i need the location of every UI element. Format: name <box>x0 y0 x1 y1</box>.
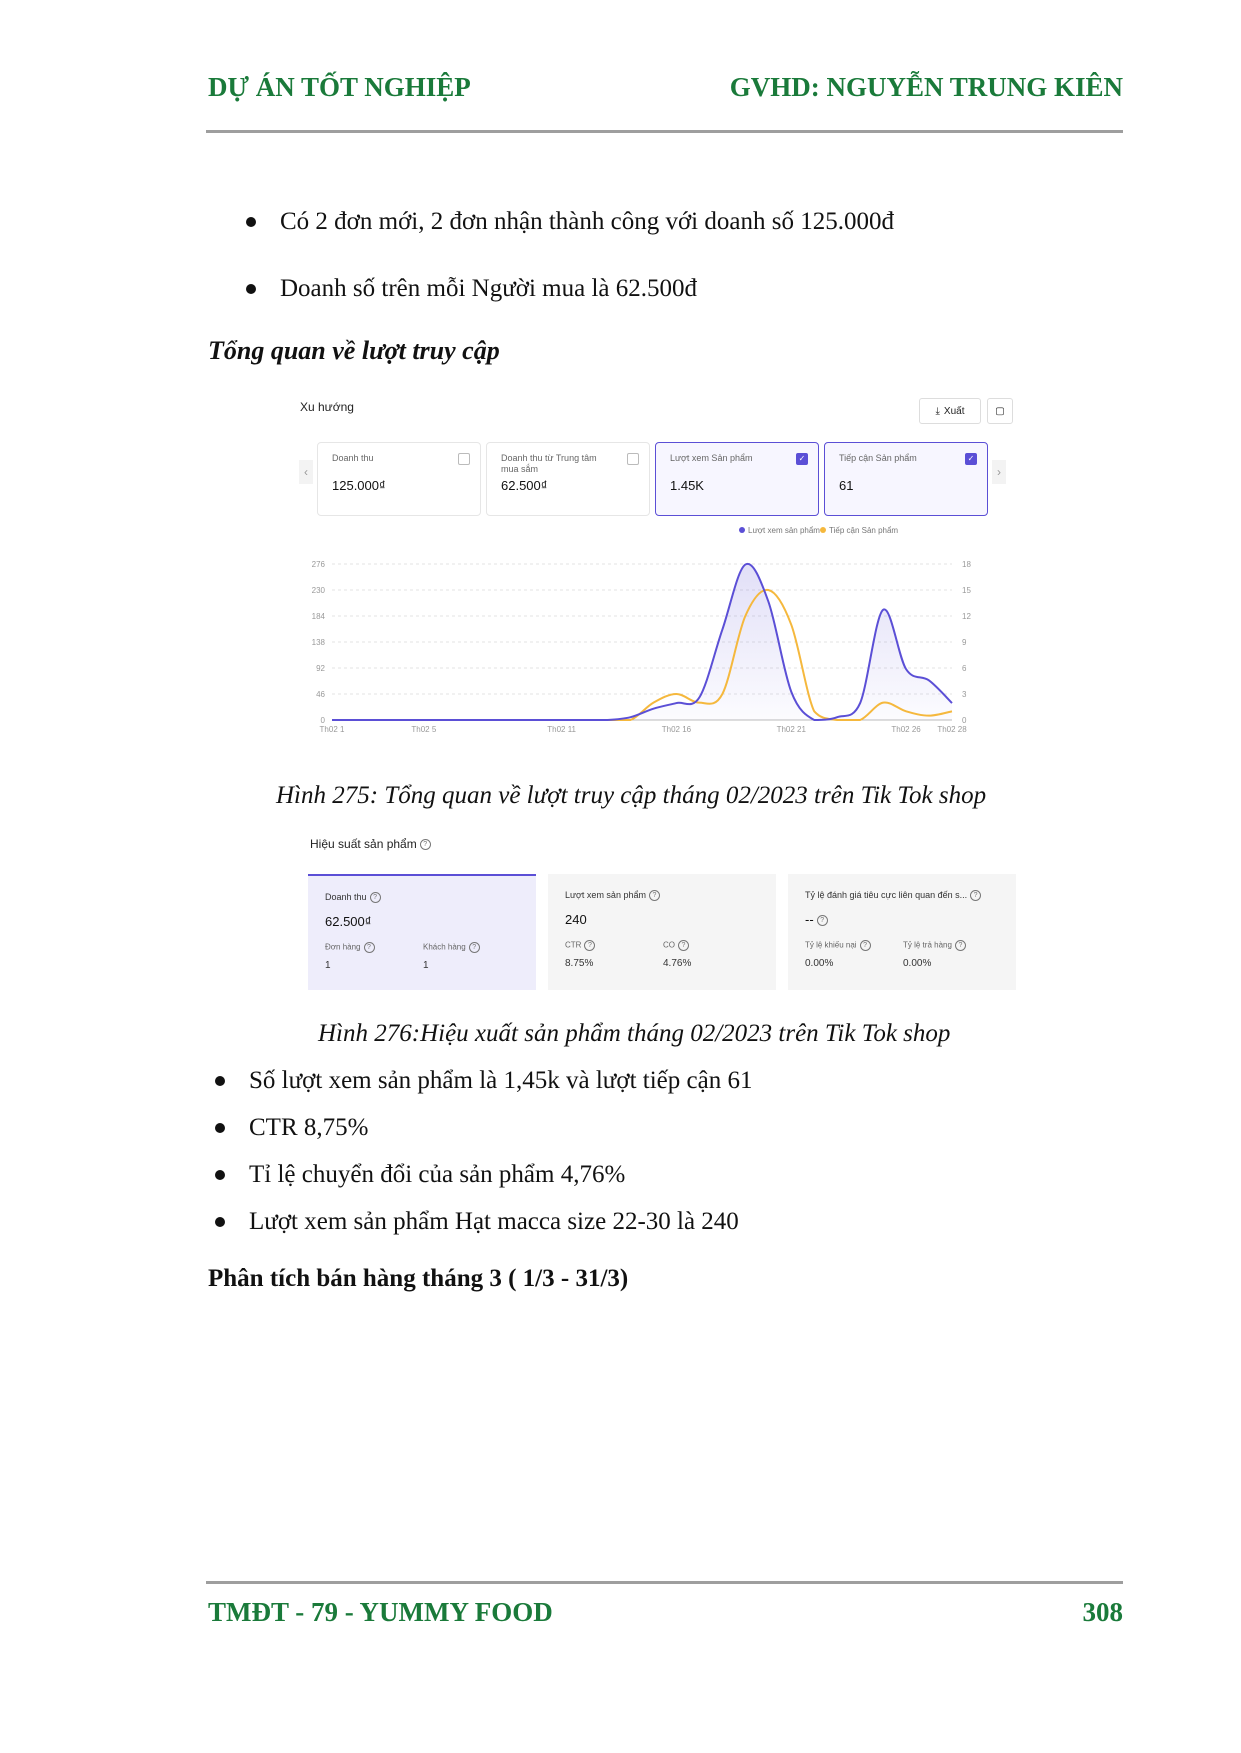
x-tick-label: Th02 1 <box>319 725 345 734</box>
sub-label <box>325 942 375 953</box>
sub-value: 1 <box>325 960 331 971</box>
bullet-dot <box>215 1076 225 1086</box>
metric-label: Tiếp cận Sản phẩm <box>839 453 917 463</box>
sub-label <box>423 942 480 953</box>
figure-caption: Hình 275: Tổng quan về lượt truy cập tháng 02/2023 trên Tik Tok shop <box>276 782 987 809</box>
bullet-text: Doanh số trên mỗi Người mua là 62.500đ <box>280 275 697 302</box>
y-tick-right: 12 <box>962 612 971 621</box>
help-icon: ? <box>955 940 966 951</box>
metric-card[interactable] <box>824 442 988 516</box>
y-tick-left: 138 <box>311 638 325 647</box>
help-icon: ? <box>678 940 689 951</box>
sub-value: 1 <box>423 960 429 971</box>
bullet-dot <box>215 1170 225 1180</box>
footer-left: TMĐT - 79 - YUMMY FOOD <box>208 1597 553 1627</box>
x-tick-label: Th02 5 <box>411 725 437 734</box>
metric-card[interactable] <box>655 442 819 516</box>
metric-value: 62.500₫ <box>501 478 548 493</box>
help-icon: ? <box>584 940 595 951</box>
checkbox[interactable] <box>458 453 470 465</box>
sub-label-text: CO <box>663 940 675 950</box>
help-icon: ? <box>970 890 981 901</box>
x-tick-label: Th02 11 <box>547 725 577 734</box>
sub-label-text: CTR <box>565 940 582 950</box>
download-icon: ⤓ <box>935 405 940 417</box>
y-tick-left: 92 <box>316 664 325 673</box>
card-value: 62.500₫ <box>325 914 372 929</box>
metric-value: 125.000₫ <box>332 478 386 493</box>
bullet-item <box>246 275 697 303</box>
section-heading: Tổng quan về lượt truy cập <box>208 336 500 365</box>
footer-rule <box>206 1581 1123 1584</box>
sub-label <box>565 940 595 951</box>
y-tick-right: 3 <box>962 690 967 699</box>
next-section-heading: Phân tích bán hàng tháng 3 ( 1/3 - 31/3) <box>208 1265 629 1292</box>
metric-value: 1.45K <box>670 478 704 493</box>
bullet-text: CTR 8,75% <box>249 1114 369 1141</box>
sub-label <box>903 940 966 951</box>
bullet-dot <box>246 284 256 294</box>
legend-label: Tiếp cận Sản phẩm <box>829 526 899 535</box>
y-tick-left: 0 <box>320 716 325 725</box>
card-label-text: Lượt xem sản phẩm <box>565 890 646 900</box>
help-icon: ? <box>370 892 381 903</box>
bullet-dot <box>215 1123 225 1133</box>
trend-title: Xu hướng <box>300 400 354 414</box>
trend-chart <box>287 520 1027 762</box>
performance-title <box>310 837 431 851</box>
sub-label <box>805 940 871 951</box>
y-tick-right: 18 <box>962 560 971 569</box>
clipboard-icon[interactable]: ▢ <box>987 398 1013 424</box>
metric-label: Lượt xem Sản phẩm <box>670 453 753 463</box>
figure-caption: Hình 276:Hiệu xuất sản phẩm tháng 02/2023 trên Tik Tok shop <box>318 1020 951 1047</box>
y-tick-right: 9 <box>962 638 967 647</box>
bullet-item <box>215 1067 752 1095</box>
performance-card[interactable] <box>788 874 1016 990</box>
y-tick-right: 6 <box>962 664 967 673</box>
bullet-text: Lượt xem sản phẩm Hạt macca size 22-30 là 240 <box>249 1208 739 1235</box>
bullet-item <box>215 1114 368 1142</box>
metric-value: 61 <box>839 478 854 493</box>
checkbox-checked[interactable]: ✓ <box>796 453 808 465</box>
card-label-text: Doanh thu <box>325 892 367 902</box>
trend-screenshot <box>287 390 1027 762</box>
series-line-reach <box>332 590 952 720</box>
sub-label-text: Đơn hàng <box>325 942 361 952</box>
help-icon: ? <box>469 942 480 953</box>
sub-value: 0.00% <box>805 958 834 969</box>
sub-label-text: Khách hàng <box>423 942 466 952</box>
y-tick-right: 0 <box>962 716 967 725</box>
checkbox[interactable] <box>627 453 639 465</box>
performance-card[interactable] <box>548 874 776 990</box>
x-tick-label: Th02 21 <box>776 725 806 734</box>
header-left: DỰ ÁN TỐT NGHIỆP <box>208 72 471 102</box>
help-icon: ? <box>649 890 660 901</box>
bullet-item <box>215 1208 739 1236</box>
sub-label-text: Tỷ lệ trả hàng <box>903 940 952 950</box>
bullet-dot <box>246 217 256 227</box>
bullet-item <box>246 208 894 236</box>
card-value <box>805 912 828 927</box>
bullet-dot <box>215 1217 225 1227</box>
next-arrow-icon[interactable]: › <box>992 460 1006 484</box>
export-button[interactable] <box>919 398 981 424</box>
page-number: 308 <box>1082 1597 1123 1627</box>
metric-label: Doanh thu từ Trung tâm mua sắm <box>501 453 597 474</box>
help-icon: ? <box>860 940 871 951</box>
metric-card[interactable] <box>486 442 650 516</box>
performance-card[interactable] <box>308 874 536 990</box>
sub-value: 0.00% <box>903 958 932 969</box>
help-icon: ? <box>817 915 828 926</box>
card-value-text: -- <box>805 912 814 927</box>
x-tick-label: Th02 26 <box>891 725 921 734</box>
legend-marker <box>739 527 745 533</box>
bullet-text: Có 2 đơn mới, 2 đơn nhận thành công với doanh số 125.000đ <box>280 208 894 235</box>
y-tick-left: 184 <box>311 612 325 621</box>
sub-label-text: Tỷ lệ khiếu nại <box>805 940 857 950</box>
metric-label: Doanh thu <box>332 453 374 463</box>
y-tick-right: 15 <box>962 586 971 595</box>
x-tick-label: Th02 28 <box>937 725 967 734</box>
sub-value: 8.75% <box>565 958 594 969</box>
card-label-text: Tỷ lệ đánh giá tiêu cực liên quan đến s... <box>805 890 968 900</box>
sub-value: 4.76% <box>663 958 692 969</box>
sub-label <box>663 940 689 951</box>
card-value: 240 <box>565 912 587 927</box>
checkbox-checked[interactable]: ✓ <box>965 453 977 465</box>
bullet-text: Tỉ lệ chuyển đổi của sản phẩm 4,76% <box>249 1161 626 1188</box>
export-label: Xuất <box>943 405 965 417</box>
performance-title-text: Hiệu suất sản phẩm <box>310 837 417 851</box>
bullet-item <box>215 1161 625 1189</box>
help-icon: ? <box>364 942 375 953</box>
card-label <box>325 892 381 903</box>
bullet-text: Số lượt xem sản phẩm là 1,45k và lượt tiếp cận 61 <box>249 1067 753 1094</box>
card-label <box>805 890 981 901</box>
x-tick-label: Th02 16 <box>661 725 692 734</box>
help-icon: ? <box>420 839 431 850</box>
y-tick-left: 276 <box>311 560 325 569</box>
metric-card[interactable] <box>317 442 481 516</box>
header-rule <box>206 130 1123 133</box>
header-right: GVHD: NGUYỄN TRUNG KIÊN <box>729 72 1123 102</box>
card-label <box>565 890 660 901</box>
legend-label: Lượt xem sản phẩm <box>748 526 820 535</box>
performance-screenshot <box>298 830 1018 1000</box>
y-tick-left: 230 <box>311 586 325 595</box>
legend-marker <box>820 527 826 533</box>
y-tick-left: 46 <box>316 690 325 699</box>
prev-arrow-icon[interactable]: ‹ <box>299 460 313 484</box>
